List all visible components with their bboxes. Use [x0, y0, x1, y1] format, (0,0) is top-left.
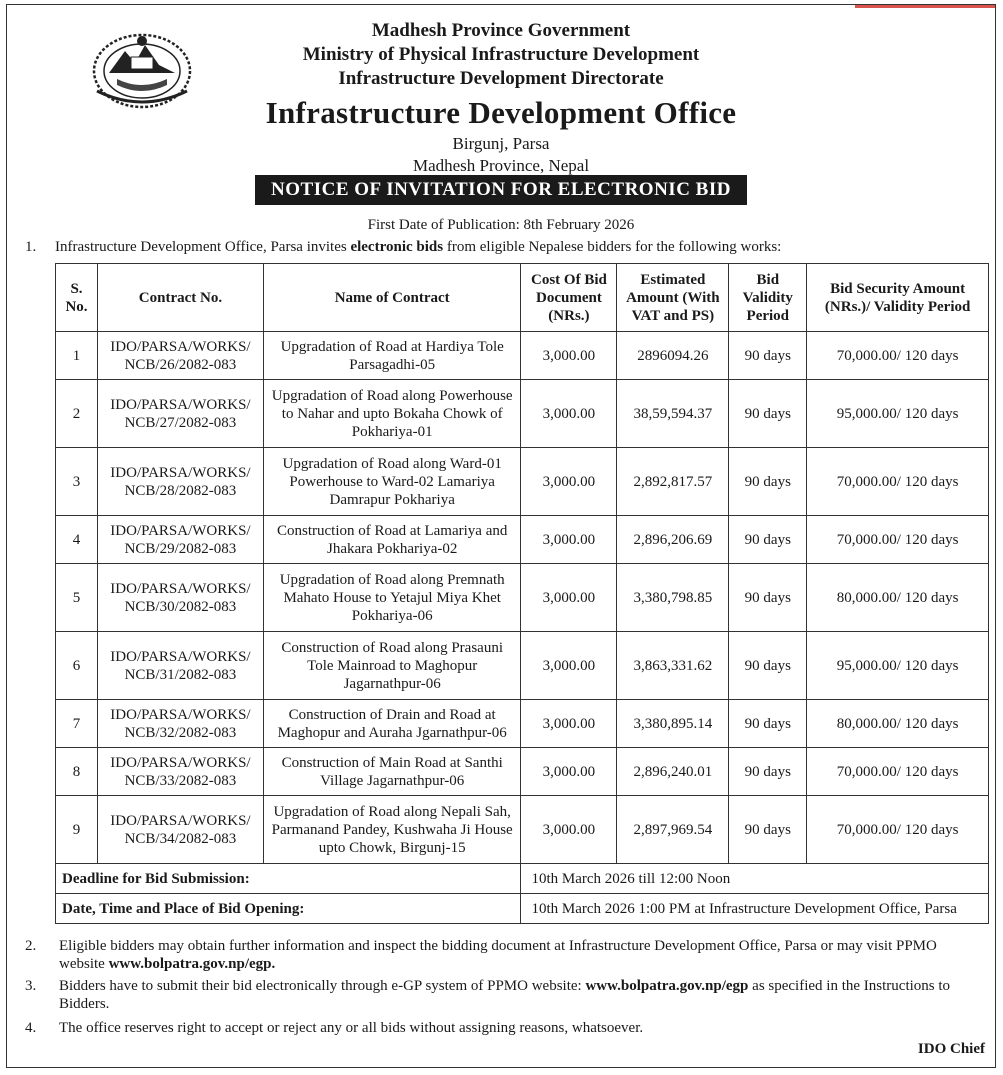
cell-name: Upgradation of Road along Powerhouse to Nahar and upto Bokaha Chowk of Pokhariya-01 — [263, 380, 521, 448]
cell-amount: 3,380,895.14 — [617, 700, 729, 748]
cell-security: 70,000.00/ 120 days — [807, 516, 989, 564]
cell-validity: 90 days — [729, 564, 807, 632]
paragraph-3 — [25, 977, 985, 1013]
table-row — [56, 748, 989, 796]
cell-name: Upgradation of Road along Ward-01 Powerhouse to Ward-02 Lamariya Damrapur Pokhariya — [263, 448, 521, 516]
cell-contract-no: IDO/PARSA/WORKS/ NCB/34/2082-083 — [97, 796, 263, 864]
opening-value: 10th March 2026 1:00 PM at Infrastructure Development Office, Parsa — [521, 894, 989, 924]
office-title: Infrastructure Development Office — [265, 95, 737, 130]
header-amount: Estimated Amount (With VAT and PS) — [617, 264, 729, 332]
cell-validity: 90 days — [729, 516, 807, 564]
cell-sno: 7 — [56, 700, 98, 748]
header-contract-no: Contract No. — [97, 264, 263, 332]
cell-name: Construction of Main Road at Santhi Village Jagarnathpur-06 — [263, 748, 521, 796]
cell-security: 80,000.00/ 120 days — [807, 700, 989, 748]
cell-sno: 6 — [56, 632, 98, 700]
paragraph-number: 3. — [25, 978, 37, 994]
cell-security: 95,000.00/ 120 days — [807, 380, 989, 448]
cell-sno: 3 — [56, 448, 98, 516]
paragraph-4 — [25, 1019, 985, 1037]
header-name: Name of Contract — [263, 264, 521, 332]
cell-validity: 90 days — [729, 700, 807, 748]
notice-banner — [7, 175, 995, 205]
ministry-name: Ministry of Physical Infrastructure Development — [302, 44, 700, 65]
deadline-row — [56, 864, 989, 894]
paragraph-number: 4. — [25, 1020, 37, 1036]
table-header-row — [56, 264, 989, 332]
paragraph-text: The office reserves right to accept or reject any or all bids without assigning reasons, whatsoever. — [59, 1020, 644, 1036]
address-province: Madhesh Province, Nepal — [412, 156, 590, 175]
table-row — [56, 700, 989, 748]
cell-cost: 3,000.00 — [521, 700, 617, 748]
accent-line — [855, 5, 995, 8]
cell-amount: 38,59,594.37 — [617, 380, 729, 448]
table-row — [56, 448, 989, 516]
cell-cost: 3,000.00 — [521, 516, 617, 564]
cell-contract-no: IDO/PARSA/WORKS/ NCB/29/2082-083 — [97, 516, 263, 564]
cell-security: 80,000.00/ 120 days — [807, 564, 989, 632]
table-row — [56, 632, 989, 700]
cell-name: Construction of Road at Lamariya and Jhakara Pokhariya-02 — [263, 516, 521, 564]
bids-table — [55, 263, 989, 924]
government-name: Madhesh Province Government — [371, 20, 631, 41]
cell-cost: 3,000.00 — [521, 564, 617, 632]
paragraph-bold: www.bolpatra.gov.np/egp — [585, 978, 749, 994]
table-row — [56, 516, 989, 564]
cell-amount: 2896094.26 — [617, 332, 729, 380]
cell-security: 70,000.00/ 120 days — [807, 448, 989, 516]
cell-name: Upgradation of Road at Hardiya Tole Parsagadhi-05 — [263, 332, 521, 380]
table-row — [56, 796, 989, 864]
signature: IDO Chief — [917, 1041, 985, 1057]
cell-security: 95,000.00/ 120 days — [807, 632, 989, 700]
table-row — [56, 332, 989, 380]
header-validity: Bid Validity Period — [729, 264, 807, 332]
cell-amount: 2,896,206.69 — [617, 516, 729, 564]
paragraph-1 — [25, 239, 781, 256]
cell-amount: 3,380,798.85 — [617, 564, 729, 632]
cell-cost: 3,000.00 — [521, 748, 617, 796]
cell-sno: 4 — [56, 516, 98, 564]
paragraph-text: as specified in the Instructions to Bidders. — [59, 978, 951, 1012]
paragraph-text: Bidders have to submit their bid electronically through e-GP system of PPMO website: — [59, 978, 586, 994]
paragraph-text: Infrastructure Development Office, Parsa invites — [55, 239, 351, 255]
cell-cost: 3,000.00 — [521, 632, 617, 700]
opening-row — [56, 894, 989, 924]
cell-amount: 2,896,240.01 — [617, 748, 729, 796]
notice-page — [6, 4, 996, 1068]
address-city: Birgunj, Parsa — [452, 134, 550, 153]
deadline-label: Deadline for Bid Submission: — [56, 864, 521, 894]
cell-contract-no: IDO/PARSA/WORKS/ NCB/28/2082-083 — [97, 448, 263, 516]
cell-name: Upgradation of Road along Premnath Mahato House to Yetajul Miya Khet Pokhariya-06 — [263, 564, 521, 632]
cell-contract-no: IDO/PARSA/WORKS/ NCB/32/2082-083 — [97, 700, 263, 748]
cell-sno: 5 — [56, 564, 98, 632]
cell-cost: 3,000.00 — [521, 448, 617, 516]
paragraph-text: from eligible Nepalese bidders for the following works: — [443, 239, 782, 255]
cell-validity: 90 days — [729, 748, 807, 796]
paragraph-text: Eligible bidders may obtain further information and inspect the bidding document at Infrastructure Development Office, Parsa or may visit PPMO website — [59, 938, 937, 972]
cell-contract-no: IDO/PARSA/WORKS/ NCB/33/2082-083 — [97, 748, 263, 796]
cell-cost: 3,000.00 — [521, 332, 617, 380]
cell-name: Upgradation of Road along Nepali Sah, Parmanand Pandey, Kushwaha Ji House upto Chowk, Birgunj-15 — [263, 796, 521, 864]
cell-security: 70,000.00/ 120 days — [807, 748, 989, 796]
cell-contract-no: IDO/PARSA/WORKS/ NCB/27/2082-083 — [97, 380, 263, 448]
cell-sno: 8 — [56, 748, 98, 796]
header-security: Bid Security Amount (NRs.)/ Validity Period — [807, 264, 989, 332]
table-row — [56, 564, 989, 632]
cell-name: Construction of Drain and Road at Maghopur and Auraha Jgarnathpur-06 — [263, 700, 521, 748]
cell-validity: 90 days — [729, 380, 807, 448]
deadline-value: 10th March 2026 till 12:00 Noon — [521, 864, 989, 894]
cell-cost: 3,000.00 — [521, 380, 617, 448]
cell-validity: 90 days — [729, 332, 807, 380]
opening-label: Date, Time and Place of Bid Opening: — [56, 894, 521, 924]
cell-security: 70,000.00/ 120 days — [807, 796, 989, 864]
paragraph-bold: electronic bids — [350, 239, 444, 255]
cell-contract-no: IDO/PARSA/WORKS/ NCB/26/2082-083 — [97, 332, 263, 380]
cell-contract-no: IDO/PARSA/WORKS/ NCB/30/2082-083 — [97, 564, 263, 632]
cell-sno: 9 — [56, 796, 98, 864]
paragraph-bold: www.bolpatra.gov.np/egp. — [108, 956, 276, 972]
cell-sno: 1 — [56, 332, 98, 380]
cell-cost: 3,000.00 — [521, 796, 617, 864]
paragraph-number: 1. — [25, 239, 37, 255]
cell-validity: 90 days — [729, 632, 807, 700]
header — [7, 19, 995, 177]
header-sno: S. No. — [56, 264, 98, 332]
cell-name: Construction of Road along Prasauni Tole Mainroad to Maghopur Jagarnathpur-06 — [263, 632, 521, 700]
cell-contract-no: IDO/PARSA/WORKS/ NCB/31/2082-083 — [97, 632, 263, 700]
cell-amount: 2,892,817.57 — [617, 448, 729, 516]
cell-security: 70,000.00/ 120 days — [807, 332, 989, 380]
paragraph-number: 2. — [25, 938, 37, 954]
header-cost: Cost Of Bid Document (NRs.) — [521, 264, 617, 332]
cell-validity: 90 days — [729, 448, 807, 516]
cell-sno: 2 — [56, 380, 98, 448]
publication-date: First Date of Publication: 8th February 2026 — [367, 217, 635, 233]
cell-validity: 90 days — [729, 796, 807, 864]
table-row — [56, 380, 989, 448]
cell-amount: 2,897,969.54 — [617, 796, 729, 864]
notice-title: NOTICE OF INVITATION FOR ELECTRONIC BID — [255, 175, 747, 205]
paragraph-2 — [25, 937, 985, 973]
directorate-name: Infrastructure Development Directorate — [338, 68, 664, 89]
cell-amount: 3,863,331.62 — [617, 632, 729, 700]
